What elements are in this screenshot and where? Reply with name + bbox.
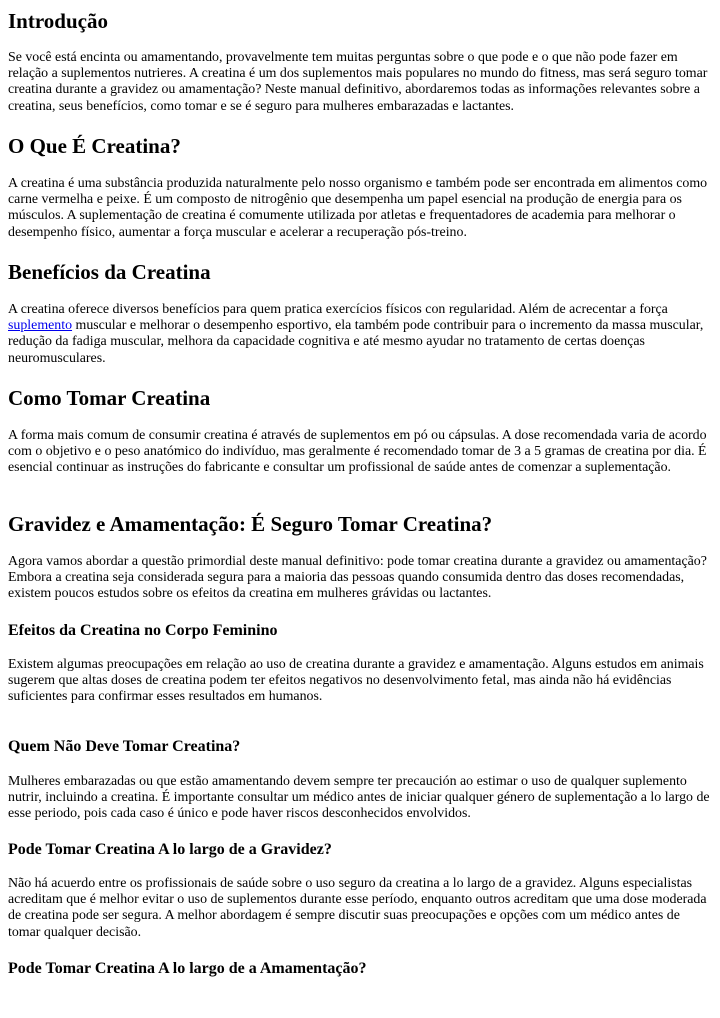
- heading-amamentacao: Pode Tomar Creatina A lo largo de a Amamentação?: [8, 960, 367, 977]
- heading-introducao: Introdução: [8, 9, 108, 33]
- paragraph-o-que-e-creatina: A creatina é uma substância produzida naturalmente pelo nosso organismo e também pode ser encontrada em alimentos como carne vermelha e peixe. É um composto de nitrogênio que desempenha um papel esencial na produção de energia para os músculos. A suplementação de creatina é comumente utilizada por atletas e frequentadores de academia para melhorar o desempenho físico, aumentar a força muscular e acelerar a recuperação pós-treino.: [8, 176, 708, 240]
- suplemento-link[interactable]: suplemento: [8, 318, 73, 334]
- heading-beneficios: Benefícios da Creatina: [8, 260, 211, 284]
- paragraph-gravidez: Não há acuerdo entre os profissionais de saúde sobre o uso seguro da creatina a lo largo de a gravidez. Alguns especialistas acreditam que é melhor evitar o uso de suplementos durante esse período, enquanto outros acreditam que uma dose moderada de creatina pode ser segura. A melhor abordagem é sempre discutir suas preocupações e opções com um médico antes de tomar qualquer decisão.: [8, 876, 707, 940]
- paragraph-beneficios-text-2: muscular e melhorar o desempenho esportivo, ela também pode contribuir para o incremento da massa muscular, redução da fadiga muscular, melhora da capacidade cognitiva e até mesmo ayudar no tratamento de certas doenças neuromusculares.: [8, 318, 704, 366]
- heading-como-tomar: Como Tomar Creatina: [8, 386, 211, 410]
- heading-efeitos: Efeitos da Creatina no Corpo Feminino: [8, 622, 278, 639]
- heading-gravidez-amamentacao: Gravidez e Amamentação: É Seguro Tomar Creatina?: [8, 512, 493, 536]
- heading-o-que-e-creatina: O Que É Creatina?: [8, 134, 181, 158]
- paragraph-beneficios: [8, 302, 712, 367]
- paragraph-como-tomar: A forma mais comum de consumir creatina é através de suplementos em pó ou cápsulas. A dose recomendada varia de acordo com o objetivo e o peso anatómico do indivíduo, mas geralmente é recomendado tomar de 3 a 5 gramas de creatina por dia. É esencial continuar as instruções do fabricante e consultar um profissional de saúde antes de comenzar a suplementação.: [8, 428, 707, 476]
- paragraph-introducao: Se você está encinta ou amamentando, provavelmente tem muitas perguntas sobre o que pode e o que não pode fazer em relação a suplementos nutrieres. A creatina é um dos suplementos mais populares no mundo do fitness, mas será seguro tomar creatina durante a gravidez ou amamentação? Neste manual definitivo, abordaremos todas as informações relevantes sobre a creatina, seus benefícios, como tomar e se é seguro para mulheres embarazadas e lactantes.: [8, 50, 708, 114]
- heading-quem-nao-deve: Quem Não Deve Tomar Creatina?: [8, 738, 241, 755]
- paragraph-quem-nao-deve: Mulheres embarazadas ou que estão amamentando devem sempre ter precaución ao estimar o uso de qualquer suplemento nutrir, incluindo a creatina. É importante consultar um médico antes de iniciar qualquer género de suplementação a lo largo de esse periodo, pois cada caso é único e pode haver riscos desconhecidos envolvidos.: [8, 774, 710, 822]
- heading-gravidez: Pode Tomar Creatina A lo largo de a Gravidez?: [8, 841, 332, 858]
- paragraph-gravidez-amamentacao: Agora vamos abordar a questão primordial deste manual definitivo: pode tomar creatina durante a gravidez ou amamentação? Embora a creatina seja considerada segura para a maioria das pessoas quando consumida dentro das doses recomendadas, existem poucos estudos sobre os efeitos da creatina em mulheres grávidas ou lactantes.: [8, 554, 707, 602]
- paragraph-beneficios-text-1: A creatina oferece diversos benefícios para quem pratica exercícios físicos con regularidad. Além de acrecentar a força: [8, 302, 668, 317]
- paragraph-efeitos: Existem algumas preocupações em relação ao uso de creatina durante a gravidez e amamentação. Alguns estudos em animais sugerem que altas doses de creatina podem ter efeitos negativos no desenvolvimento fetal, mas ainda não há evidências suficientes para confirmar esses resultados em humanos.: [8, 657, 704, 705]
